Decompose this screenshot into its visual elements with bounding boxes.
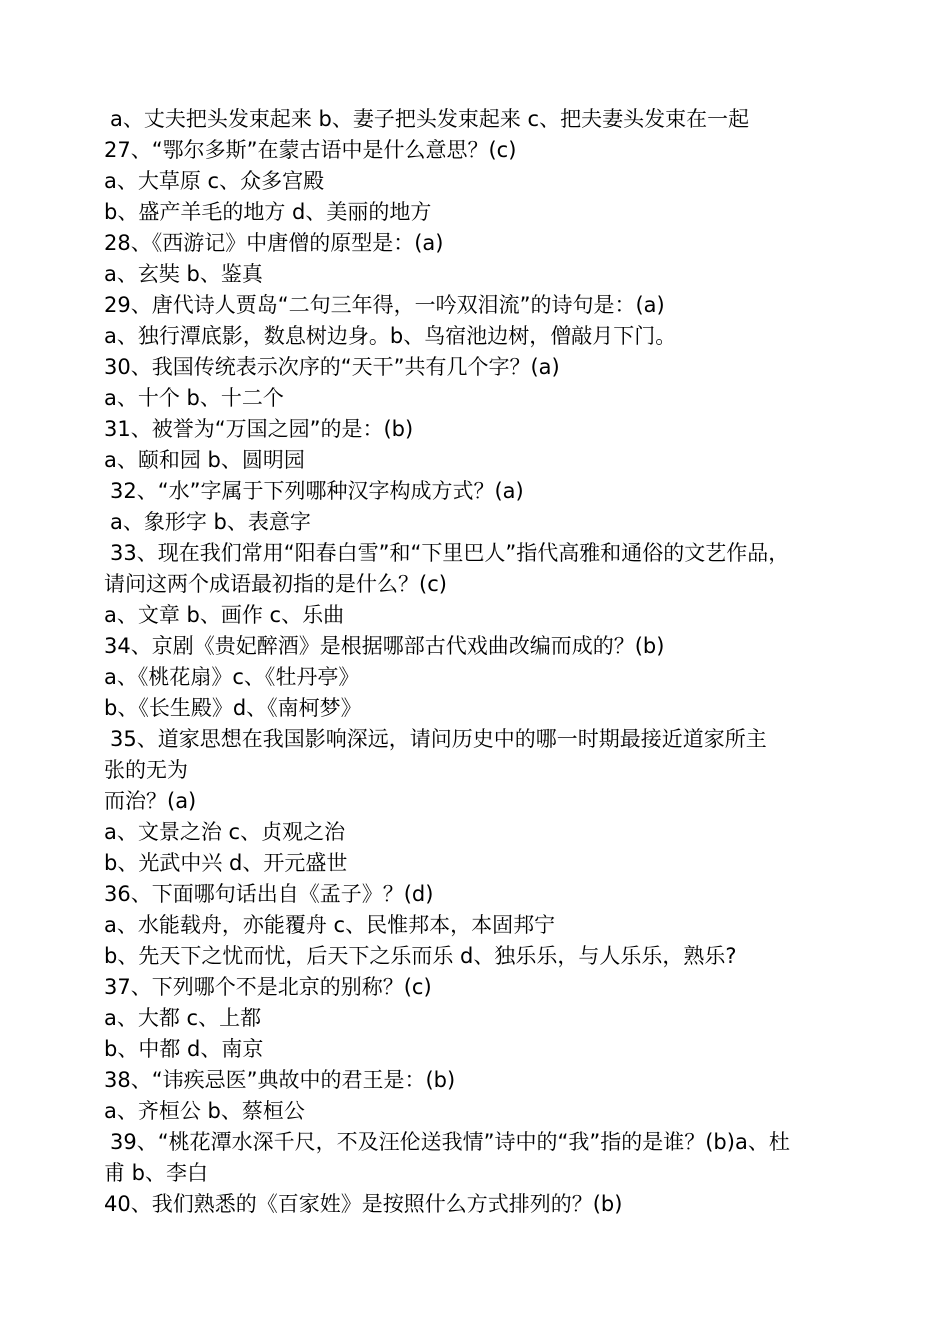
question-32: 32、“水”字属于下列哪种汉字构成方式？(a) [110, 479, 524, 503]
question-34: 34、京剧《贵妃醉酒》是根据哪部古代戏曲改编而成的？(b) [104, 634, 665, 658]
text-line: b、先天下之忧而忧，后天下之乐而乐 d、独乐乐，与人乐乐，熟乐? [104, 944, 737, 968]
question-31: 31、被誉为“万国之园”的是：(b) [104, 417, 414, 441]
text-line: a、十个 b、十二个 [104, 386, 284, 410]
text-line: a、象形字 b、表意字 [110, 510, 311, 534]
text-line: a、文景之治 c、贞观之治 [104, 820, 346, 844]
question-30: 30、我国传统表示次序的“天干”共有几个字？(a) [104, 355, 560, 379]
text-line: a、大都 c、上都 [104, 1006, 262, 1030]
question-27: 27、“鄂尔多斯”在蒙古语中是什么意思？(c) [104, 138, 517, 162]
text-line: 张的无为 [104, 758, 188, 782]
text-line: a、大草原 c、众多宫殿 [104, 169, 325, 193]
question-28: 28、《西游记》中唐僧的原型是：(a) [104, 231, 444, 255]
text-line: a、文章 b、画作 c、乐曲 [104, 603, 345, 627]
text-line: b、光武中兴 d、开元盛世 [104, 851, 348, 875]
question-29: 29、唐代诗人贾岛“二句三年得，一吟双泪流”的诗句是：(a) [104, 293, 665, 317]
text-line: a、齐桓公 b、蔡桓公 [104, 1099, 305, 1123]
text-line: b、中都 d、南京 [104, 1037, 264, 1061]
text-line: a、独行潭底影，数息树边身。b、鸟宿池边树，僧敲月下门。 [104, 324, 677, 348]
question-37: 37、下列哪个不是北京的别称？(c) [104, 975, 432, 999]
question-38: 38、“讳疾忌医”典故中的君王是：(b) [104, 1068, 456, 1092]
text-line: a、玄奘 b、鉴真 [104, 262, 263, 286]
question-36: 36、下面哪句话出自《孟子》？(d) [104, 882, 434, 906]
text-line: a、《桃花扇》c、《牡丹亭》 [104, 665, 360, 689]
question-33: 33、现在我们常用“阳春白雪”和“下里巴人”指代高雅和通俗的文艺作品， [110, 541, 790, 565]
text-line: b、《长生殿》d、《南柯梦》 [104, 696, 362, 720]
question-35: 35、道家思想在我国影响深远，请问历史中的哪一时期最接近道家所主 [110, 727, 767, 751]
text-line: a、水能载舟，亦能覆舟 c、民惟邦本，本固邦宁 [104, 913, 556, 937]
question-40: 40、我们熟悉的《百家姓》是按照什么方式排列的？(b) [104, 1192, 623, 1216]
text-line: b、盛产羊毛的地方 d、美丽的地方 [104, 200, 432, 224]
text-line: 而治？(a) [104, 789, 197, 813]
text-line: 甫 b、李白 [104, 1161, 209, 1185]
text-line: a、颐和园 b、圆明园 [104, 448, 305, 472]
text-line: 请问这两个成语最初指的是什么？(c) [104, 572, 447, 596]
document-page [0, 104, 950, 1220]
question-39: 39、“桃花潭水深千尺，不及汪伦送我情”诗中的“我”指的是谁？(b)a、杜 [110, 1130, 790, 1154]
text-line: a、丈夫把头发束起来 b、妻子把头发束起来 c、把夫妻头发束在一起 [110, 107, 750, 131]
